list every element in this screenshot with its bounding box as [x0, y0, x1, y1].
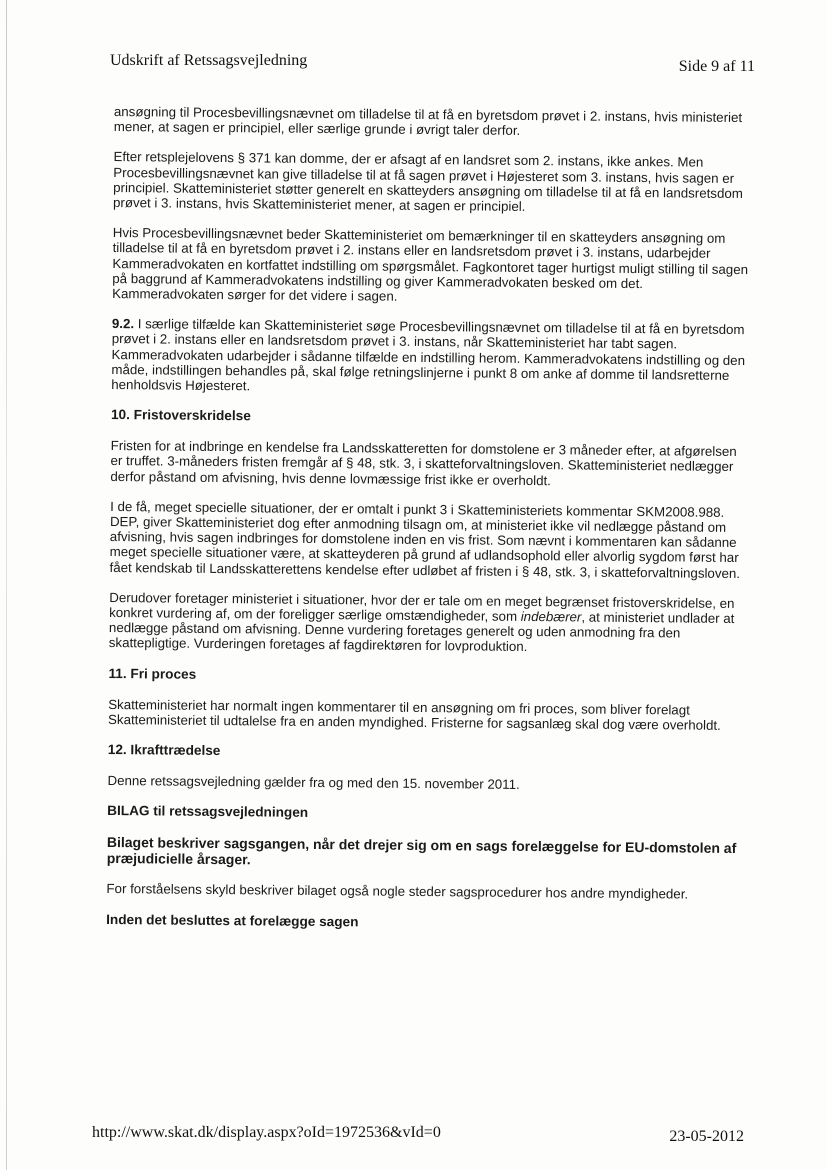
bilag-heading: BILAG til retssagsvejledningen: [107, 803, 309, 821]
paragraph-text: I særlige tilfælde kan Skatteministeriet søge Procesbevillingsnævnet om tilladelse til at få en byretsdom prøvet i 2. instans eller en landsretsdom prøvet i 3. instans, når Skatteministeriet har tabt sagen. Kammeradvokaten udarbejder i sådanne tilfælde en indstilling herom. Kammeradvokatens indstilling og den måde, indstillingen behandles på, skal følge retningslinjerne i punkt 8 om anke af domme til landsretterne henholdsvis Højesteret.: [111, 316, 746, 394]
paragraph: Hvis Procesbevillingsnævnet beder Skatteministeriet om bemærkninger til en skatteyders ansøgning om tilladelse til at få en byretsdom prøvet i 2. instans eller en landsretsdom prøvet i 3. instans, udarbejder Kammeradvokaten en kortfattet indstilling om spørgsmålet. Fagkontoret tager hurtigst muligt stilling til sagen på baggrund af Kammeradvokatens indstilling og giver Kammeradvokaten besked om det. Kammeradvokaten sørger for det videre i sagen.: [112, 225, 749, 304]
scan-edge: [6, 0, 7, 1170]
paragraph: ansøgning til Procesbevillingsnævnet om tilladelse til at få en byretsdom prøvet i 2. instans, hvis ministeriet mener, at sagen er principiel, eller særlige grunde i øvrigt taler derfor.: [113, 104, 743, 139]
bilag-subheading: Bilaget beskriver sagsgangen, når det drejer sig om en sags forelæggelse for EU-domstolen af præjudicielle årsager.: [106, 834, 737, 868]
paragraph: For forståelsens skyld beskriver bilaget også nogle steder sagsprocedurer hos andre myndigheder.: [106, 881, 689, 902]
paragraph: Efter retsplejelovens § 371 kan domme, der er afsagt af en landsret som 2. instans, ikke ankes. Men Procesbevillingsnævnet kan give tilladelse til at få sagen prøvet i Højesteret som 3. instans, hvis sagen er principiel. Skatteministeriet støtter generelt en skatteyders ansøgning om tilladelse til at få en landsretsdom prøvet i 3. instans, hvis Skatteministeriet mener, at sagen er principiel.: [112, 149, 743, 214]
section-heading-12: 12. Ikrafttrædelse: [107, 742, 221, 759]
paragraph: Skatteministeriet har normalt ingen kommentarer til en ansøgning om fri proces, som bliver forelagt Skatteministeriet til udtalelse fra en anden myndighed. Fristerne for sagsanlæg skal dog være overholdt.: [108, 696, 721, 733]
footer-url: http://www.skat.dk/display.aspx?oId=1972536&vId=0: [92, 1124, 441, 1141]
document-body: [106, 104, 754, 949]
section-number: 9.2.: [111, 316, 135, 332]
footer-date: 23-05-2012: [669, 1128, 744, 1145]
subsection-heading: Inden det besluttes at forelægge sagen: [106, 911, 359, 929]
paragraph: I de få, meget specielle situationer, der er omtalt i punkt 3 i Skatteministeriets kommentar SKM2008.988. DEP, giver Skatteministeriet dog efter anmodning tilsagn om, at ministeriet ikke vil nedlægge påstand om afvisning, hvis sagen indbringes for domstolene inden en vis frist. Som nævnt i kommentaren kan sådanne meget specielle situationer være, at skatteyderen på grund af udlandsophold eller alvorlig sygdom først har fået kendskab til Landsskatterettens kendelse efter udløbet af fristen i § 48, stk. 3, i skatteforvaltningsloven.: [109, 498, 741, 581]
paragraph-text: Derudover foretager ministeriet i situationer, hvor der er tale om en meget begrænset fristoverskridelse, en konkret vurdering af, om der foreligger særlige omstændigheder, som: [109, 589, 735, 625]
header-title: Udskrift af Retssagsvejledning: [110, 52, 308, 69]
page-number: Side 9 af 11: [678, 58, 755, 75]
paragraph-9-2: [111, 316, 752, 398]
paragraph: Fristen for at indbringe en kendelse fra Landsskatteretten for domstolene er 3 måneder efter, at afgørelsen er truffet. 3-måneders fristen fremgår af § 48, stk. 3, i skatteforvaltningsloven. Skatteministeriet nedlægger derfor påstand om afvisning, hvis denne lovmæssige frist ikke er overholdt.: [110, 438, 737, 488]
italic-word: indebærer: [520, 609, 582, 625]
section-heading-10: 10. Fristoverskridelse: [110, 407, 251, 424]
paragraph-text: , at ministeriet undlader at nedlægge påstand om afvisning. Denne vurdering foretages generelt og uden anmodning fra den skattepligtige. Vurderingen foretages af fagdirektøren for lovproduktion.: [108, 609, 735, 655]
paragraph: Denne retssagsvejledning gælder fra og med den 15. november 2011.: [107, 773, 520, 793]
section-heading-11: 11. Fri proces: [108, 665, 197, 682]
paragraph: [109, 590, 750, 657]
